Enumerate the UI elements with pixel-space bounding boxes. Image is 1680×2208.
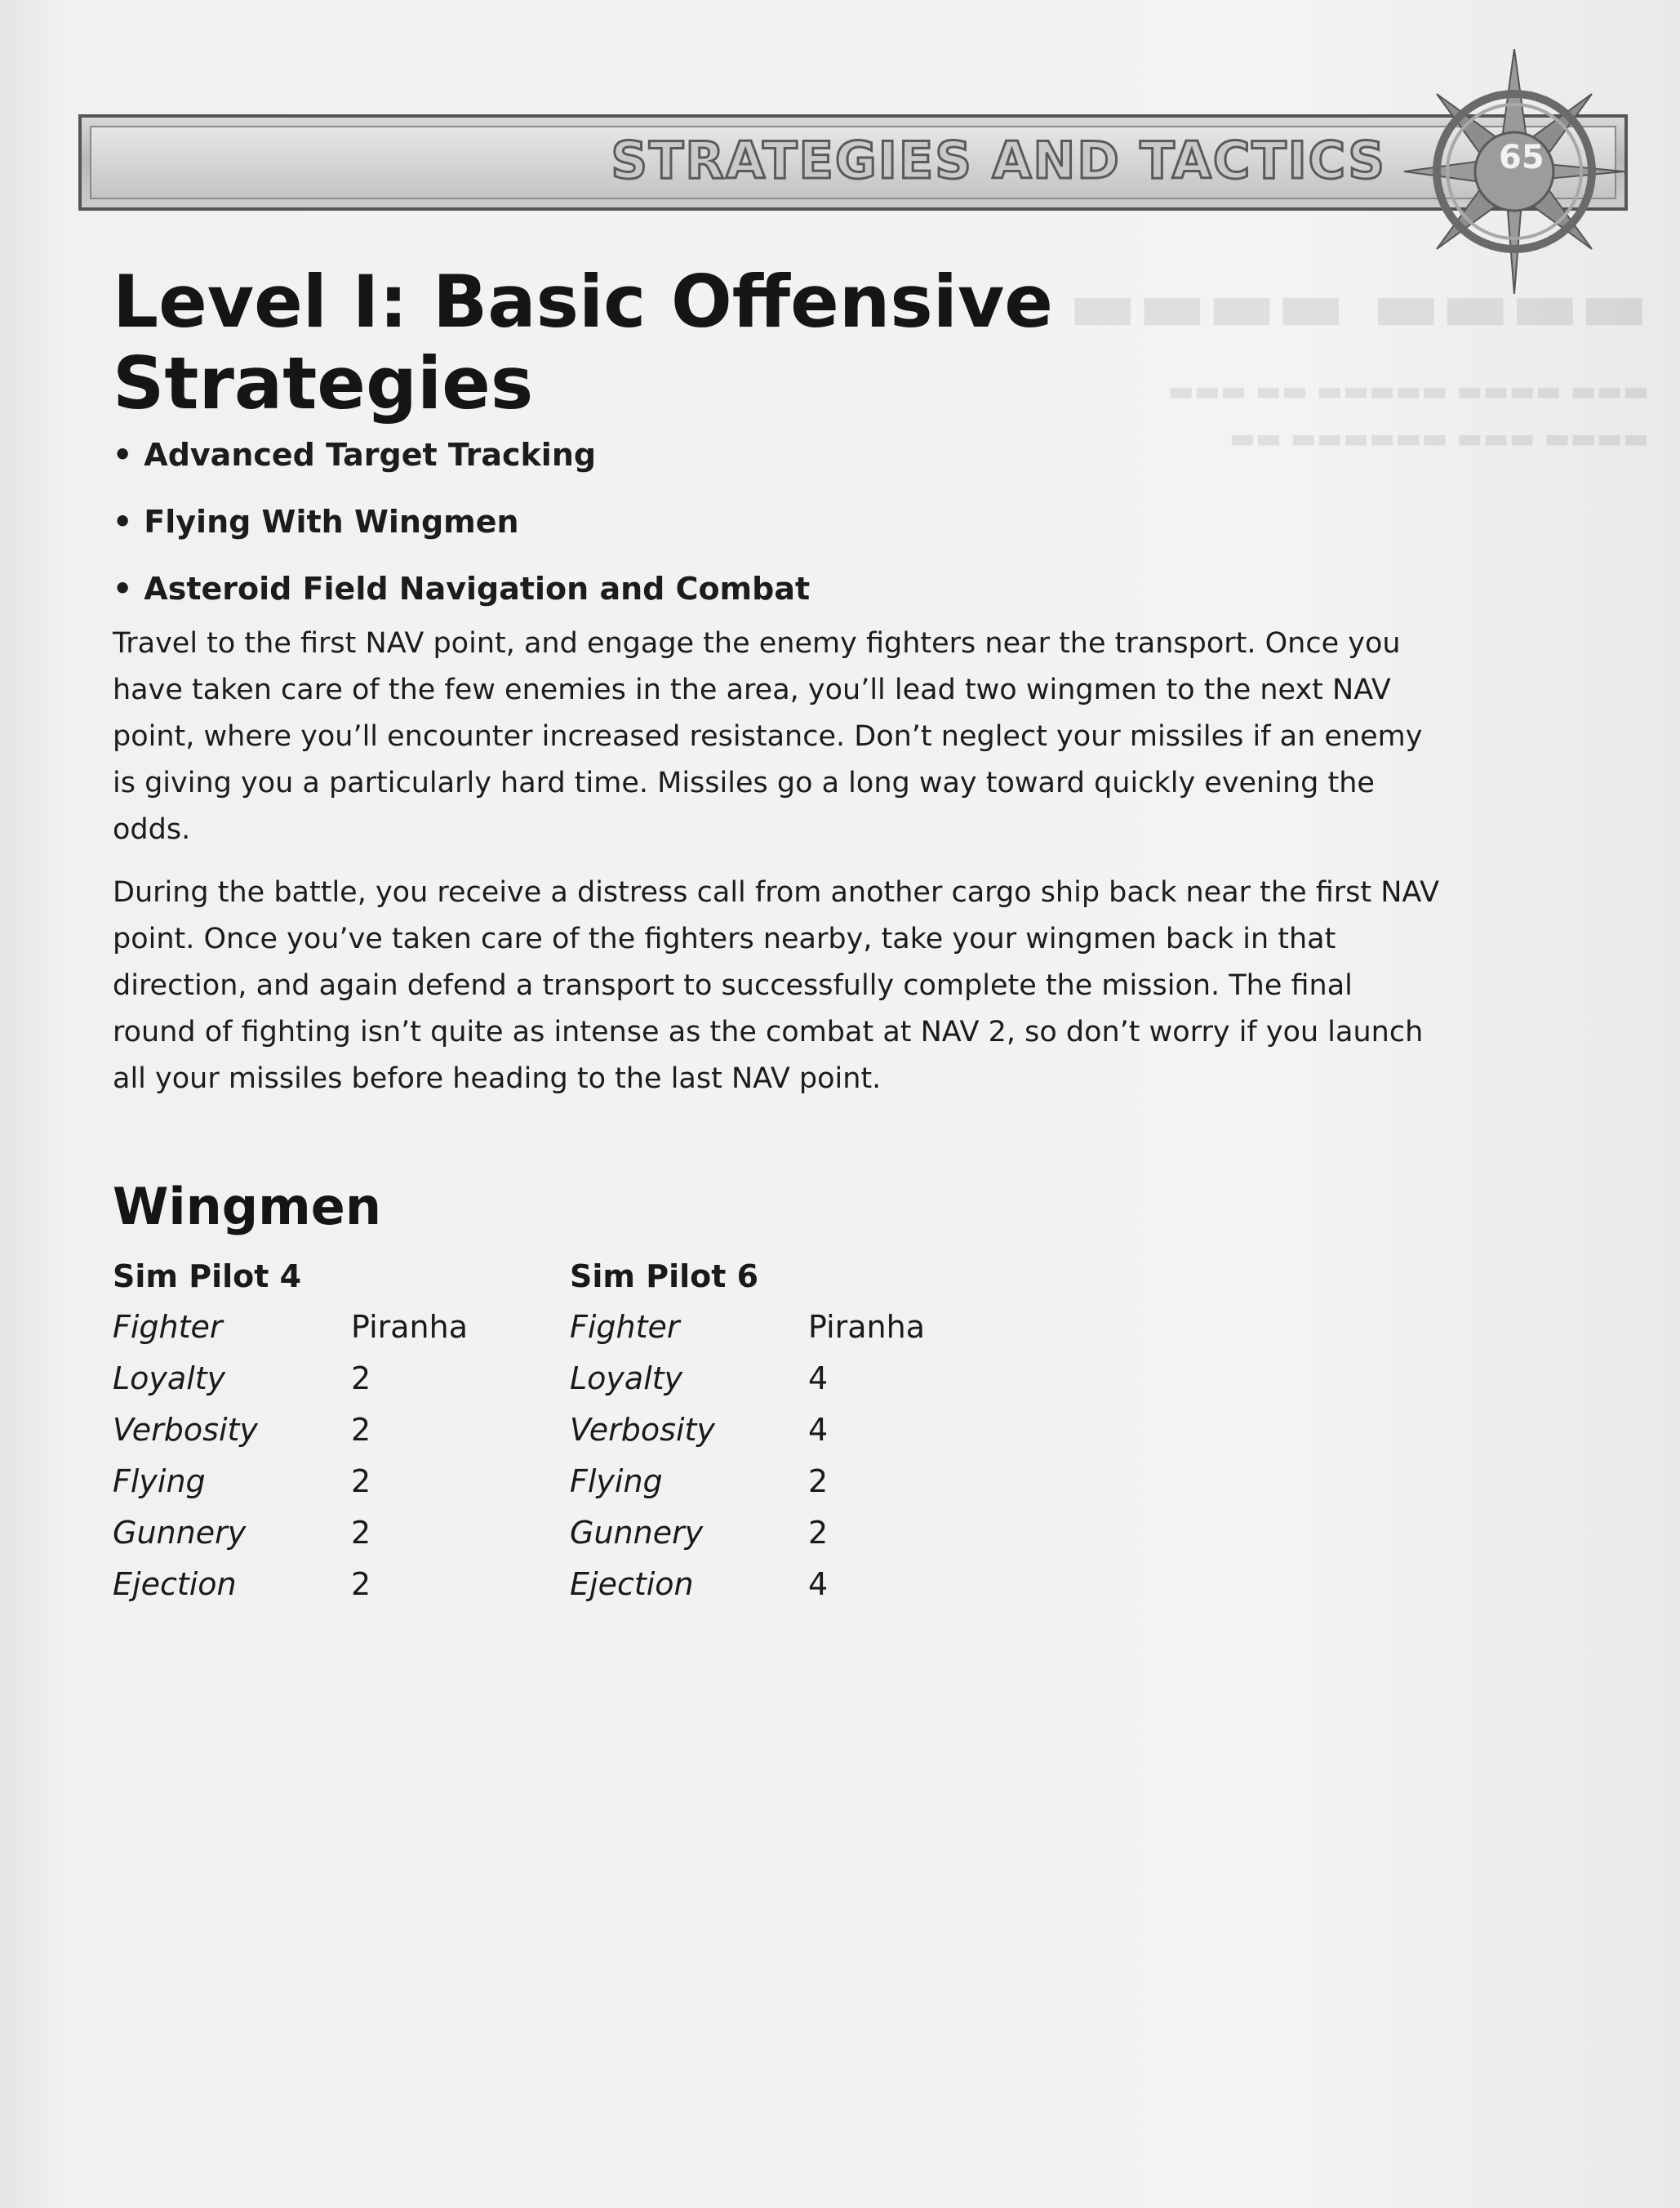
- stat-value: 2: [351, 1463, 371, 1499]
- stat-row: [113, 1353, 514, 1404]
- running-header-title: STRATEGIES AND TACTICS: [611, 131, 1386, 190]
- section-title: Level I: Basic Offensive Strategies: [113, 260, 1053, 425]
- stat-label: Loyalty: [113, 1360, 226, 1396]
- stat-label: Verbosity: [113, 1412, 258, 1448]
- stat-value: 4: [808, 1566, 829, 1602]
- pilot-card: [113, 1254, 514, 1610]
- pilot-name: Sim Pilot 4: [113, 1258, 302, 1294]
- stat-row: [113, 1302, 514, 1353]
- stat-row: [570, 1507, 971, 1559]
- stat-row: [570, 1302, 971, 1353]
- wingmen-table: [113, 1254, 1443, 1602]
- stat-row: [570, 1353, 971, 1404]
- stat-row: [570, 1456, 971, 1507]
- list-item: • Advanced Target Tracking: [113, 434, 1443, 475]
- stat-value: 4: [808, 1412, 829, 1448]
- stat-label: Ejection: [570, 1566, 694, 1602]
- stat-label: Fighter: [113, 1309, 223, 1345]
- page-number: 65: [1499, 139, 1544, 176]
- stat-row: [113, 1559, 514, 1610]
- stat-value: 2: [351, 1566, 371, 1602]
- stat-row: [113, 1404, 514, 1456]
- stat-row: [570, 1559, 971, 1610]
- stat-label: Fighter: [570, 1309, 680, 1345]
- stat-label: Loyalty: [570, 1360, 683, 1396]
- stat-label: Gunnery: [570, 1515, 704, 1551]
- stat-value: 4: [808, 1360, 829, 1396]
- stat-value: 2: [351, 1412, 371, 1448]
- main-content: [113, 260, 1443, 1602]
- body-paragraph: Travel to the first NAV point, and engage the enemy fighters near the transport. Once you have taken care of the few enemies in the area, you’ll lead two wingmen to the next NAV point, where you’ll encounter increased resistance. Don’t neglect your missiles if an enemy is giving you a particularly hard time. Missiles go a long way toward quickly evening the odds.: [113, 627, 1423, 846]
- stat-label: Verbosity: [570, 1412, 715, 1448]
- stat-row: [113, 1456, 514, 1507]
- pilot-name: Sim Pilot 6: [570, 1258, 759, 1294]
- stat-value: 2: [808, 1463, 829, 1499]
- body-paragraph: During the battle, you receive a distress call from another cargo ship back near the first NAV point. Once you’ve taken care of the fighters nearby, take your wingmen back in that direction, and again defend a transport to successfully complete the mission. The final round of fighting isn’t quite as intense as the combat at NAV 2, so don’t worry if you launch all your missiles before heading to the last NAV point.: [113, 876, 1440, 1095]
- list-item: • Asteroid Field Navigation and Combat: [113, 568, 1443, 609]
- stat-label: Flying: [570, 1463, 663, 1499]
- pilot-card: [570, 1254, 971, 1610]
- stat-value: Piranha: [351, 1309, 469, 1345]
- stat-row: [113, 1507, 514, 1559]
- stat-value: 2: [351, 1515, 371, 1551]
- stat-value: 2: [351, 1360, 371, 1396]
- stat-label: Gunnery: [113, 1515, 247, 1551]
- stat-value: Piranha: [808, 1309, 926, 1345]
- objectives-list: [113, 434, 1443, 609]
- stat-label: Flying: [113, 1463, 206, 1499]
- stat-row: [570, 1404, 971, 1456]
- stat-label: Ejection: [113, 1566, 237, 1602]
- list-item: • Flying With Wingmen: [113, 501, 1443, 542]
- stat-value: 2: [808, 1515, 829, 1551]
- wingmen-heading: Wingmen: [113, 1177, 381, 1236]
